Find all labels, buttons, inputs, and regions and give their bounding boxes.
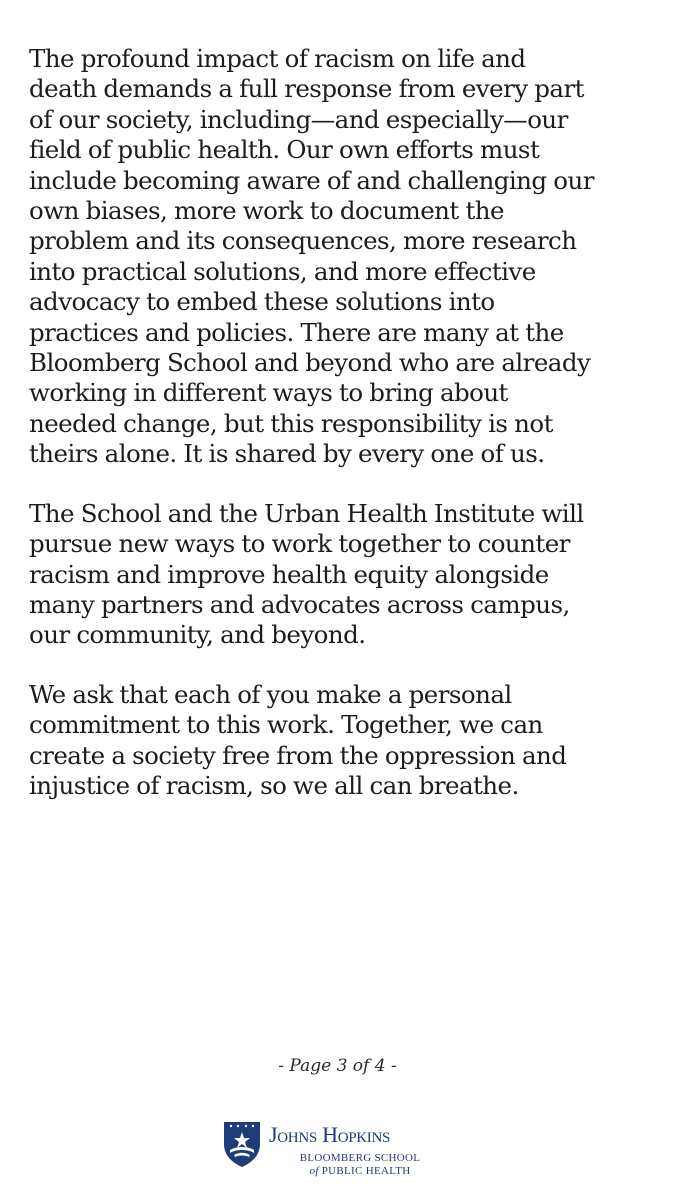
- text-line: needed change, but this responsibility is not: [29, 408, 553, 438]
- text-line: injustice of racism, so we all can breathe.: [29, 770, 519, 800]
- paragraph-2: [29, 499, 669, 651]
- text-line: field of public health. Our own efforts must: [29, 135, 540, 165]
- text-line: pursue new ways to work together to counter: [29, 529, 570, 559]
- text-line: problem and its consequences, more research: [29, 226, 577, 256]
- text-line: advocacy to embed these solutions into: [29, 287, 495, 317]
- jhu-bloomberg-logo: [222, 1120, 462, 1190]
- page-number: - Page 3 of 4 -: [278, 1056, 397, 1076]
- text-line: racism and improve health equity alongside: [29, 559, 549, 589]
- text-line: theirs alone. It is shared by every one of us.: [29, 439, 545, 469]
- paragraph-3: [29, 680, 669, 802]
- text-line: death demands a full response from every part: [29, 74, 584, 104]
- text-line: many partners and advocates across campus,: [29, 589, 570, 619]
- letter-body: [29, 44, 669, 830]
- text-line: The profound impact of racism on life and: [29, 44, 526, 73]
- text-line: our community, and beyond.: [29, 620, 366, 650]
- logo-school-line: BLOOMBERG SCHOOL: [299, 1152, 421, 1164]
- text-line: Bloomberg School and beyond who are already: [29, 348, 591, 378]
- logo-public-health: PUBLIC HEALTH: [321, 1165, 411, 1177]
- text-line: into practical solutions, and more effective: [29, 256, 536, 286]
- logo-of: of: [309, 1165, 319, 1177]
- text-line: We ask that each of you make a personal: [29, 679, 512, 709]
- text-line: of our society, including—and especially—our: [29, 104, 568, 134]
- text-line: include becoming aware of and challenging our: [29, 165, 594, 195]
- text-line: practices and policies. There are many at the: [29, 317, 564, 347]
- text-line: create a society free from the oppression and: [29, 740, 567, 770]
- text-line: The School and the Urban Health Institute will: [29, 498, 584, 528]
- shield-icon: [222, 1120, 262, 1168]
- paragraph-1: [29, 44, 669, 470]
- logo-name: Johns Hopkins: [269, 1122, 391, 1147]
- text-line: working in different ways to bring about: [29, 378, 508, 408]
- text-line: commitment to this work. Together, we can: [29, 710, 543, 740]
- logo-school-line-2: [269, 1165, 451, 1177]
- text-line: own biases, more work to document the: [29, 196, 504, 226]
